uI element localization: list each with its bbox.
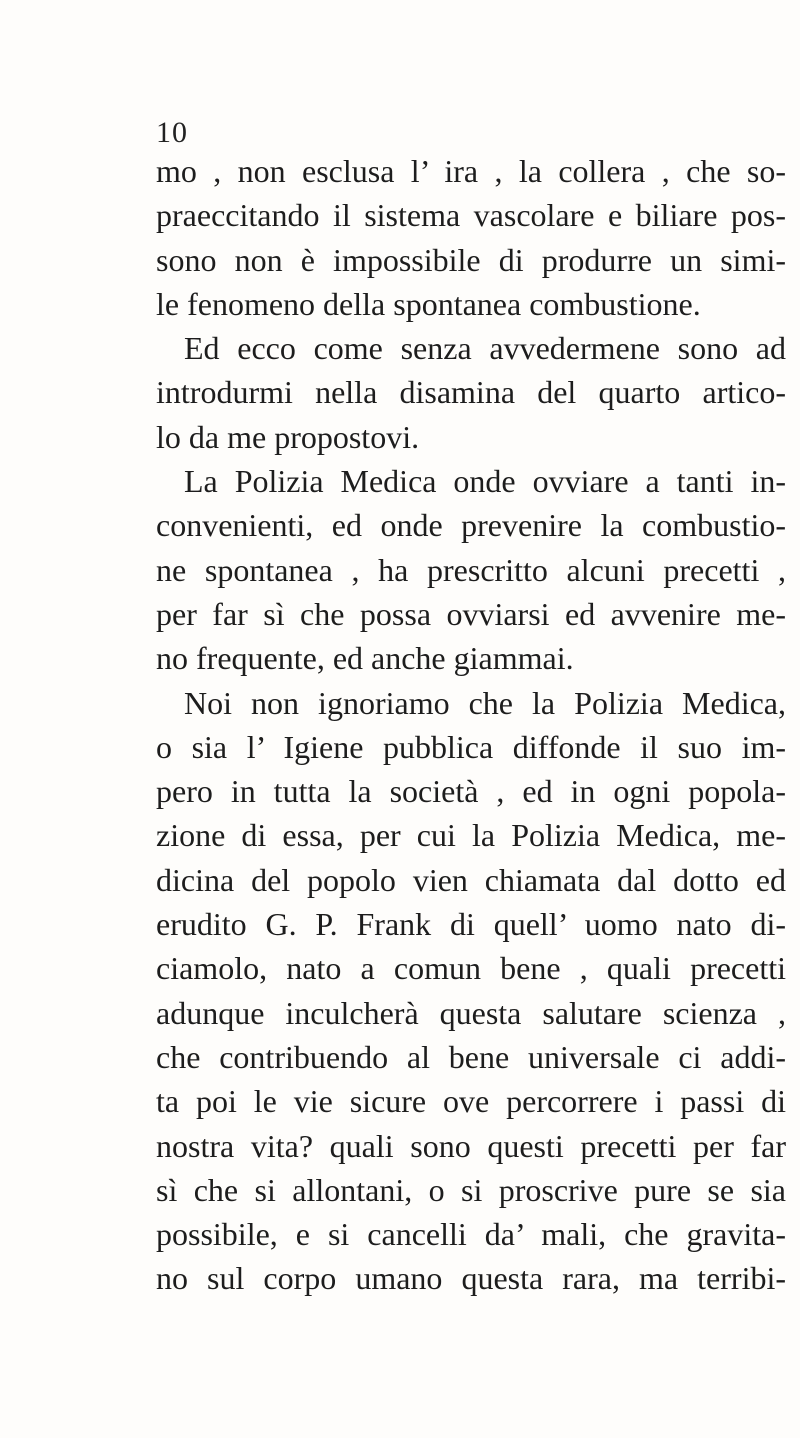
- text-line: adunque inculcherà questa salutare scienza ,: [156, 994, 786, 1031]
- text-line: Noi non ignoriamo che la Polizia Medica,: [184, 684, 786, 721]
- text-line: che contribuendo al bene universale ci addi-: [156, 1038, 786, 1075]
- text-line: no frequente, ed anche giammai.: [156, 640, 574, 677]
- text-line: mo , non esclusa l’ ira , la collera , che so-: [156, 153, 786, 189]
- text-line: lo da me propostovi.: [156, 418, 420, 455]
- text-line: o sia l’ Igiene pubblica diffonde il suo im-: [156, 728, 786, 765]
- text-line: ta poi le vie sicure ove percorrere i passi di: [156, 1083, 786, 1120]
- text-line: ciamolo, nato a comun bene , quali precetti: [156, 950, 786, 987]
- text-line: le fenomeno della spontanea combustione.: [156, 285, 701, 322]
- page-number: 10: [156, 116, 188, 149]
- text-line: nostra vita? quali sono questi precetti per far: [156, 1127, 786, 1164]
- text-line: possibile, e si cancelli da’ mali, che gravita-: [156, 1216, 786, 1253]
- text-line: Ed ecco come senza avvedermene sono ad: [184, 330, 786, 367]
- text-line: per far sì che possa ovviarsi ed avvenire me-: [156, 595, 786, 632]
- text-line: praeccitando il sistema vascolare e biliare pos-: [156, 197, 786, 234]
- text-line: pero in tutta la società , ed in ogni popola-: [156, 773, 786, 810]
- body-text: [156, 149, 786, 1301]
- text-line: erudito G. P. Frank di quell’ uomo nato di-: [156, 906, 786, 943]
- text-line: zione di essa, per cui la Polizia Medica, me-: [156, 817, 786, 854]
- text-line: dicina del popolo vien chiamata dal dotto ed: [156, 861, 786, 898]
- text-line: no sul corpo umano questa rara, ma terribi-: [156, 1260, 786, 1297]
- text-line: sono non è impossibile di produrre un simi-: [156, 241, 786, 278]
- text-line: La Polizia Medica onde ovviare a tanti in-: [184, 463, 786, 500]
- text-line: convenienti, ed onde prevenire la combustio-: [156, 507, 786, 544]
- text-line: ne spontanea , ha prescritto alcuni precetti ,: [156, 551, 786, 588]
- text-line: introdurmi nella disamina del quarto artico-: [156, 374, 786, 411]
- text-line: sì che si allontani, o si proscrive pure se sia: [156, 1171, 786, 1208]
